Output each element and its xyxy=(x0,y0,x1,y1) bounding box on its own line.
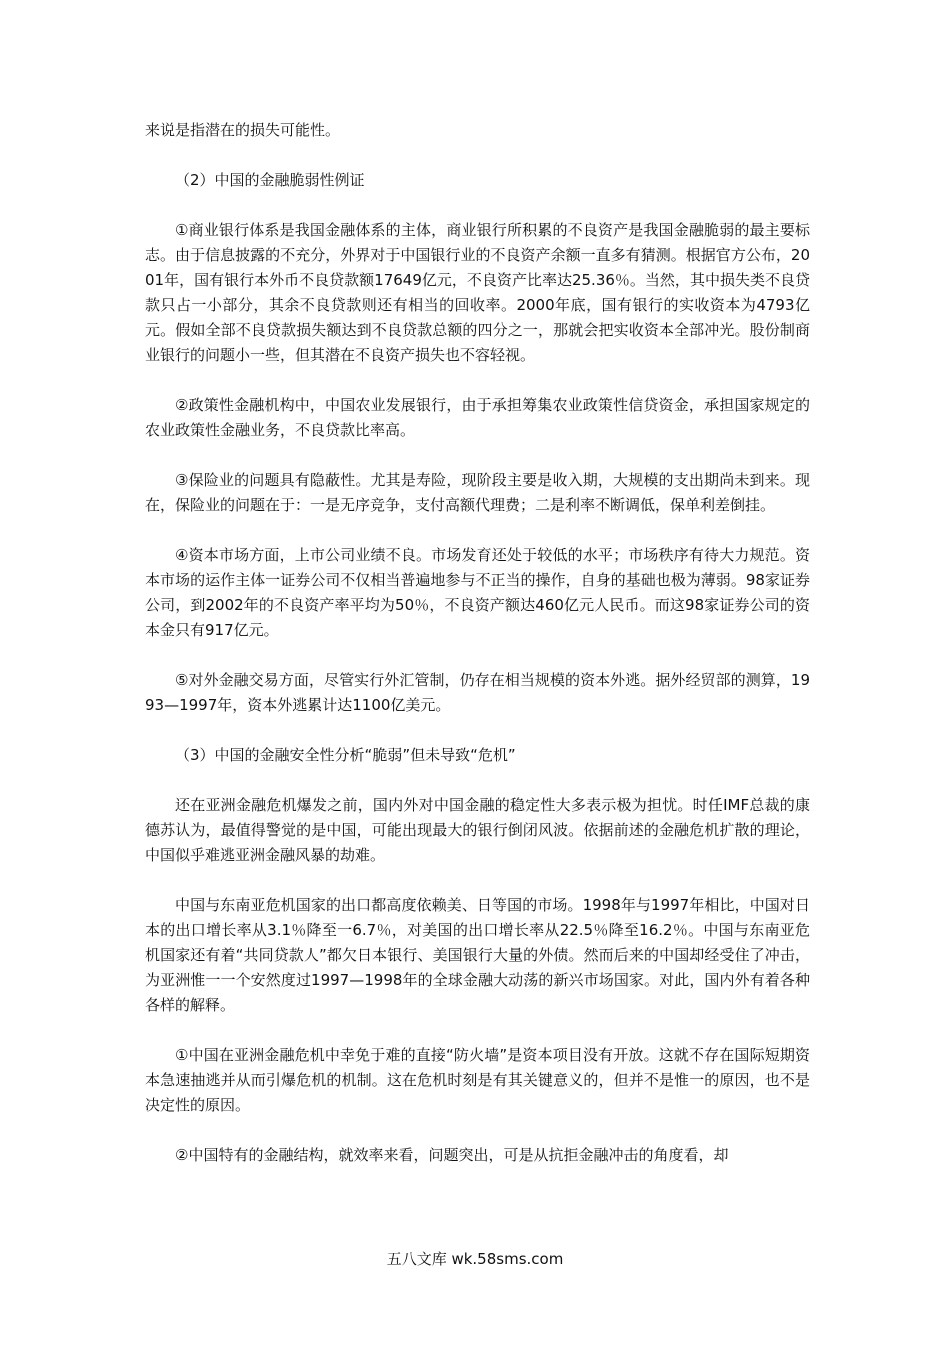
paragraph-capital-market: ④资本市场方面，上市公司业绩不良。市场发育还处于较低的水平；市场秩序有待大力规范。资本市场的运作主体一证券公司不仅相当普遍地参与不正当的操作，自身的基础也极为薄弱。98家证券公司，到2002年的不良资产率平均为50％，不良资产额达460亿元人民币。而这98家证券公司的资本金只有917亿元。 xyxy=(145,546,810,639)
paragraph-exports: 中国与东南亚危机国家的出口都高度依赖美、日等国的市场。1998年与1997年相比，中国对日本的出口增长率从3.1％降至一6.7％，对美国的出口增长率从22.5％降至16.2％。中国与东南亚危机国家还有着“共同贷款人”都欠日本银行、美国银行大量的外债。然而后来的中国却经受住了冲击，为亚洲惟一一个安然度过1997—1998年的全球金融大动荡的新兴市场国家。对此，国内外有着各种各样的解释。 xyxy=(145,896,810,1014)
paragraph-gap xyxy=(145,1118,810,1143)
paragraph-gap xyxy=(145,443,810,468)
paragraph-gap xyxy=(145,868,810,893)
paragraph-financial-structure: ②中国特有的金融结构，就效率来看，问题突出，可是从抗拒金融冲击的角度看，却 xyxy=(175,1146,729,1164)
paragraph-foreign-finance: ⑤对外金融交易方面，尽管实行外汇管制，仍存在相当规模的资本外逃。据外经贸部的测算，1993—1997年，资本外逃累计达1100亿美元。 xyxy=(145,671,810,714)
document-body xyxy=(145,118,810,1168)
paragraph-insurance: ③保险业的问题具有隐蔽性。尤其是寿险，现阶段主要是收入期，大规模的支出期尚未到来。现在，保险业的问题在于：一是无序竞争，支付高额代理费；二是利率不断调低，保单利差倒挂。 xyxy=(145,471,810,514)
paragraph-gap xyxy=(145,643,810,668)
paragraph-policy-banks: ②政策性金融机构中，中国农业发展银行，由于承担筹集农业政策性信贷资金，承担国家规定的农业政策性金融业务，不良贷款比率高。 xyxy=(145,396,810,439)
paragraph-commercial-banks: ①商业银行体系是我国金融体系的主体，商业银行所积累的不良资产是我国金融脆弱的最主要标志。由于信息披露的不充分，外界对于中国银行业的不良资产余额一直多有猜测。根据官方公布，2001年，国有银行本外币不良贷款额17649亿元，不良资产比率达25.36％。当然，其中损失类不良贷款只占一小部分，其余不良贷款则还有相当的回收率。2000年底，国有银行的实收资本为4793亿元。假如全部不良贷款损失额达到不良贷款总额的四分之一，那就会把实收资本全部冲光。股份制商业银行的问题小一些，但其潜在不良资产损失也不容轻视。 xyxy=(145,221,810,364)
section-heading-2: （2）中国的金融脆弱性例证 xyxy=(175,171,365,189)
paragraph-asian-crisis: 还在亚洲金融危机爆发之前，国内外对中国金融的稳定性大多表示极为担忧。时任IMF总裁的康德苏认为，最值得警觉的是中国，可能出现最大的银行倒闭风波。依据前述的金融危机扩散的理论，中国似乎难逃亚洲金融风暴的劫难。 xyxy=(145,796,810,864)
paragraph-gap xyxy=(145,518,810,543)
section-heading-3: （3）中国的金融安全性分析“脆弱”但未导致“危机” xyxy=(175,746,516,764)
paragraph-gap xyxy=(145,368,810,393)
paragraph-gap xyxy=(145,143,810,168)
paragraph-gap xyxy=(145,718,810,743)
footer-watermark: 五八文库 wk.58sms.com xyxy=(386,1250,564,1268)
paragraph-gap xyxy=(145,193,810,218)
paragraph-gap xyxy=(145,1018,810,1043)
paragraph-firewall: ①中国在亚洲金融危机中幸免于难的直接“防火墙”是资本项目没有开放。这就不存在国际短期资本急速抽逃并从而引爆危机的机制。这在危机时刻是有其关键意义的，但并不是惟一的原因，也不是决定性的原因。 xyxy=(145,1046,810,1114)
paragraph-gap xyxy=(145,768,810,793)
paragraph-continuation: 来说是指潜在的损失可能性。 xyxy=(145,121,341,139)
